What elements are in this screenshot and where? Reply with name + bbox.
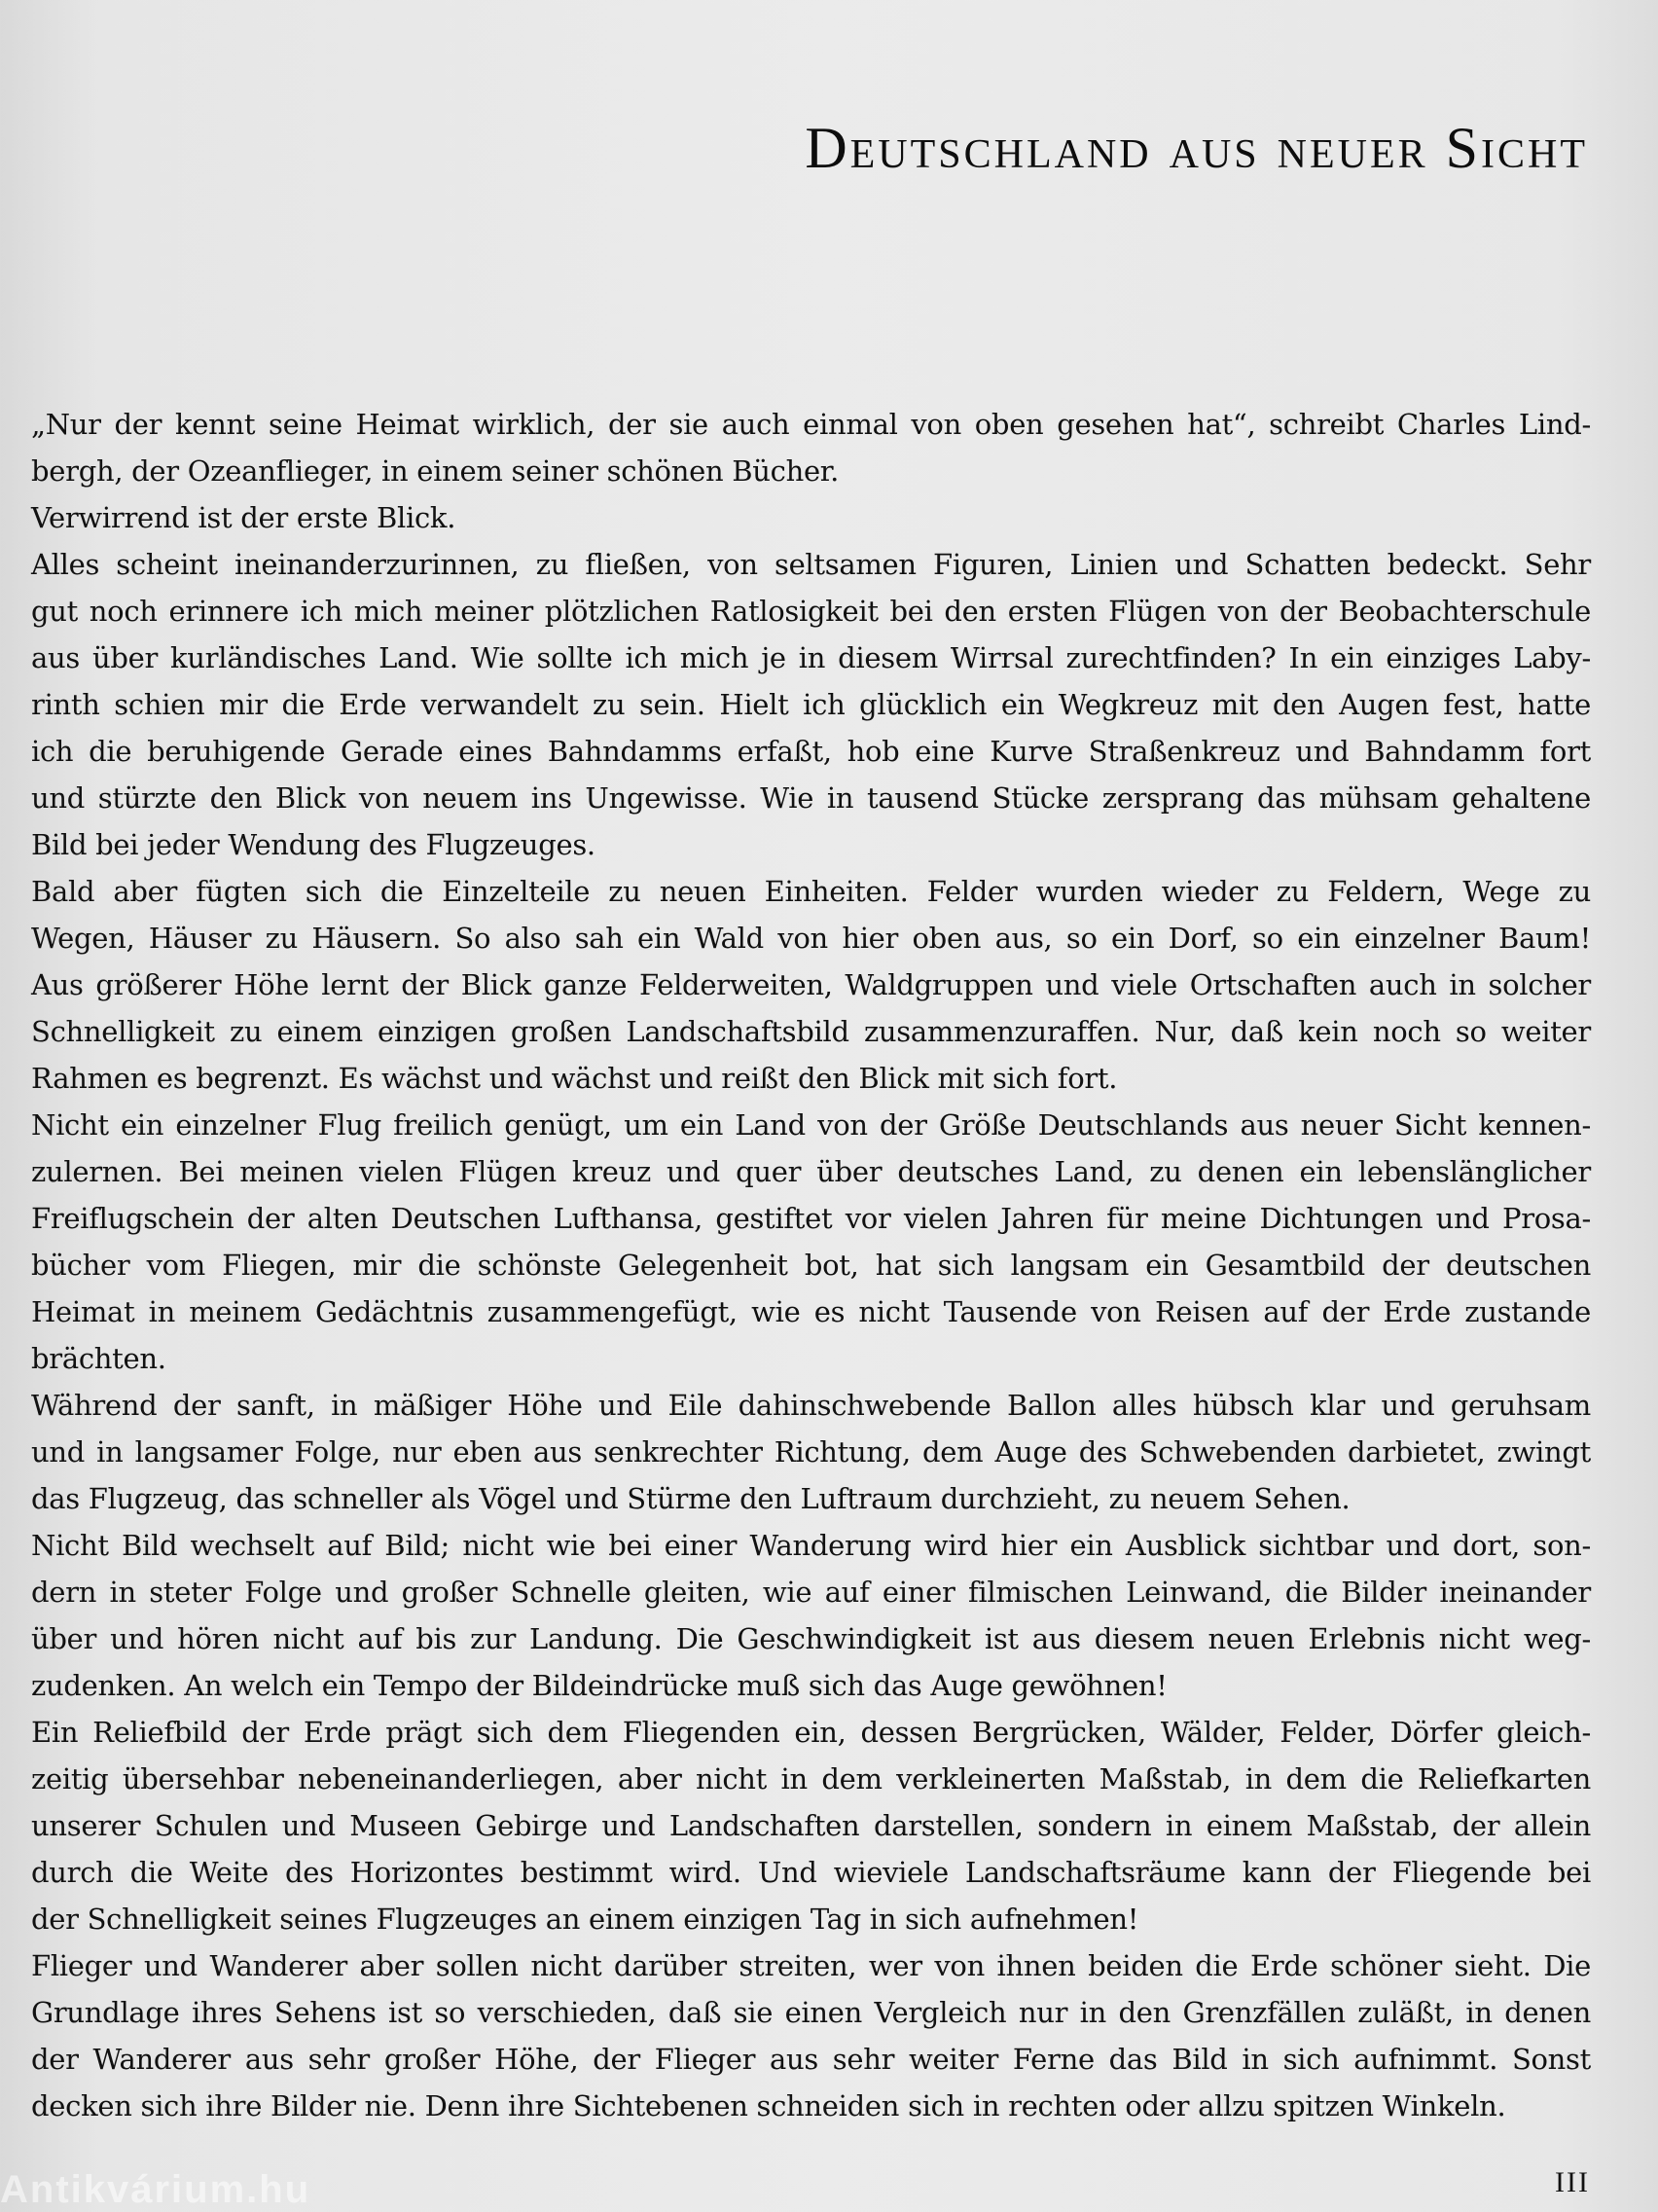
paragraph: [31, 401, 1591, 494]
text-line: bergh, der Ozeanflieger, in einem seiner schönen Bücher.: [31, 454, 840, 488]
text-line: Rahmen es begrenzt. Es wächst und wächst und reißt den Blick mit sich fort.: [31, 1062, 1118, 1095]
text-line: dern in steter Folge und großer Schnelle gleiten, wie auf einer filmischen Leinwand, die Bilder ineinander: [31, 1576, 1591, 1609]
text-line: das Flugzeug, das schneller als Vögel und Stürme den Luftraum durchzieht, zu neuem Sehen.: [31, 1482, 1351, 1515]
text-line: Flieger und Wanderer aber sollen nicht darüber streiten, wer von ihnen beiden die Erde schöner sieht. Die: [31, 1949, 1591, 1982]
text-line: durch die Weite des Horizontes bestimmt wird. Und wieviele Landschaftsräume kann der Fliegende bei: [31, 1856, 1591, 1889]
page-title: Deutschland aus neuer Sicht: [805, 116, 1588, 180]
text-line: „Nur der kennt seine Heimat wirklich, der sie auch einmal von oben gesehen hat“, schreibt Charles Lind-: [31, 408, 1591, 441]
text-line: Wegen, Häuser zu Häusern. So also sah ein Wald von hier oben aus, so ein Dorf, so ein einzelner Baum!: [31, 922, 1591, 955]
text-line: Bild bei jeder Wendung des Flugzeuges.: [31, 828, 595, 861]
text-line: und in langsamer Folge, nur eben aus senkrechter Richtung, dem Auge des Schwebenden darbietet, zwingt: [31, 1435, 1591, 1469]
text-line: Verwirrend ist der erste Blick.: [31, 501, 456, 534]
text-line: rinth schien mir die Erde verwandelt zu sein. Hielt ich glücklich ein Wegkreuz mit den Augen fest, hatte: [31, 688, 1591, 721]
text-line: zudenken. An welch ein Tempo der Bildeindrücke muß sich das Auge gewöhnen!: [31, 1669, 1168, 1702]
text-line: und stürzte den Blick von neuem ins Ungewisse. Wie in tausend Stücke zersprang das mühsam gehaltene: [31, 781, 1591, 815]
text-line: Alles scheint ineinanderzurinnen, zu fließen, von seltsamen Figuren, Linien und Schatten bedeckt. Sehr: [31, 548, 1591, 581]
text-line: gut noch erinnere ich mich meiner plötzlichen Ratlosigkeit bei den ersten Flügen von der Beobachterschule: [31, 595, 1591, 628]
text-line: der Schnelligkeit seines Flugzeuges an einem einzigen Tag in sich aufnehmen!: [31, 1903, 1139, 1936]
text-line: aus über kurländisches Land. Wie sollte ich mich je in diesem Wirrsal zurechtfinden? In ein einziges Laby-: [31, 641, 1591, 674]
text-line: decken sich ihre Bilder nie. Denn ihre Sichtebenen schneiden sich in rechten oder allzu spitzen Winkeln.: [31, 2089, 1506, 2122]
text-line: Nicht ein einzelner Flug freilich genügt, um ein Land von der Größe Deutschlands aus neuer Sicht kennen-: [31, 1108, 1591, 1142]
text-line: brächten.: [31, 1342, 166, 1375]
text-line: Bald aber fügten sich die Einzelteile zu neuen Einheiten. Felder wurden wieder zu Feldern, Wege zu: [31, 875, 1591, 908]
paragraph: [31, 541, 1591, 868]
text-line: Nicht Bild wechselt auf Bild; nicht wie bei einer Wanderung wird hier ein Ausblick sichtbar und dort, son-: [31, 1529, 1591, 1562]
paragraph: [31, 494, 1591, 541]
paragraph: [31, 1522, 1591, 1709]
text-line: Freiflugschein der alten Deutschen Lufthansa, gestiftet vor vielen Jahren für meine Dichtungen und Prosa-: [31, 1202, 1591, 1235]
text-line: unserer Schulen und Museen Gebirge und Landschaften darstellen, sondern in einem Maßstab, der allein: [31, 1809, 1591, 1842]
paragraph: [31, 1102, 1591, 1382]
text-line: über und hören nicht auf bis zur Landung. Die Geschwindigkeit ist aus diesem neuen Erlebnis nicht weg-: [31, 1622, 1591, 1655]
watermark: Antikvárium.hu: [0, 2168, 311, 2211]
text-line: Ein Reliefbild der Erde prägt sich dem Fliegenden ein, dessen Bergrücken, Wälder, Felder, Dörfer gleich-: [31, 1716, 1591, 1749]
text-line: Aus größerer Höhe lernt der Blick ganze Felderweiten, Waldgruppen und viele Ortschaften auch in solcher: [31, 968, 1591, 1001]
paragraph: [31, 868, 1591, 1102]
text-line: der Wanderer aus sehr großer Höhe, der Flieger aus sehr weiter Ferne das Bild in sich aufnimmt. Sonst: [31, 2043, 1591, 2076]
text-line: zulernen. Bei meinen vielen Flügen kreuz und quer über deutsches Land, zu denen ein lebenslänglicher: [31, 1155, 1591, 1188]
text-line: ich die beruhigende Gerade eines Bahndamms erfaßt, hob eine Kurve Straßenkreuz und Bahndamm fort: [31, 735, 1591, 768]
page-number: III: [1555, 2166, 1590, 2198]
paragraph: [31, 1942, 1591, 2129]
text-line: bücher vom Fliegen, mir die schönste Gelegenheit bot, hat sich langsam ein Gesamtbild der deutschen: [31, 1249, 1591, 1282]
text-line: Heimat in meinem Gedächtnis zusammengefügt, wie es nicht Tausende von Reisen auf der Erde zustande: [31, 1295, 1591, 1328]
paragraph: [31, 1709, 1591, 1942]
text-line: zeitig übersehbar nebeneinanderliegen, aber nicht in dem verkleinerten Maßstab, in dem die Reliefkarten: [31, 1762, 1591, 1795]
paragraph: [31, 1382, 1591, 1522]
text-line: Grundlage ihres Sehens ist so verschieden, daß sie einen Vergleich nur in den Grenzfällen zuläßt, in denen: [31, 1996, 1591, 2029]
body-text: [31, 401, 1591, 2129]
text-line: Während der sanft, in mäßiger Höhe und Eile dahinschwebende Ballon alles hübsch klar und geruhsam: [31, 1389, 1591, 1422]
text-line: Schnelligkeit zu einem einzigen großen Landschaftsbild zusammenzuraffen. Nur, daß kein noch so weiter: [31, 1015, 1591, 1048]
